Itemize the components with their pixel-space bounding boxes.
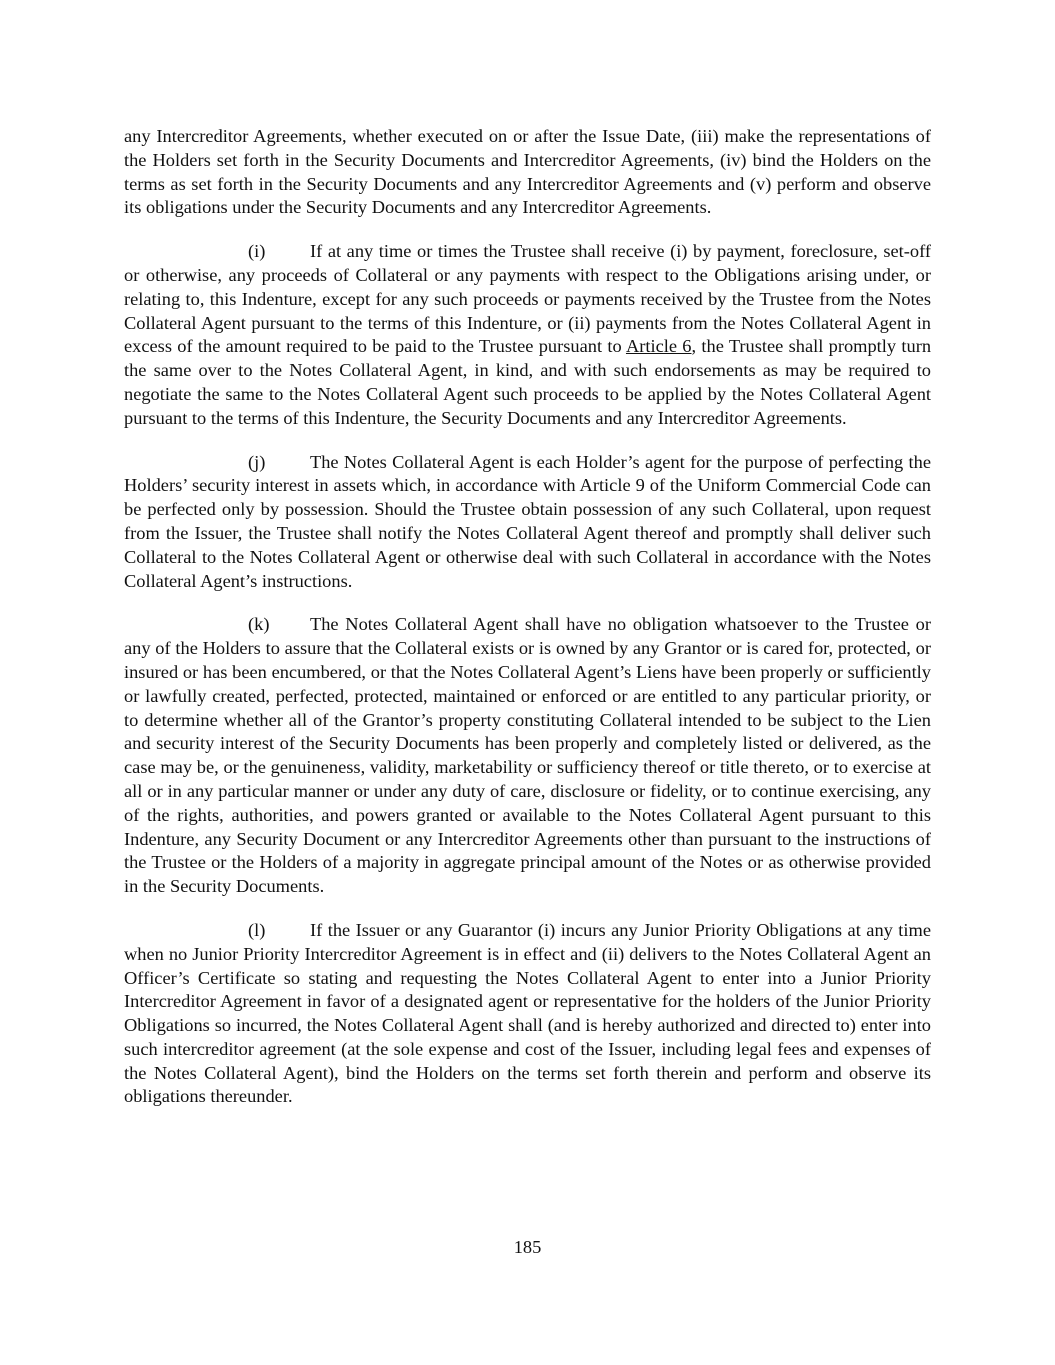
paragraph-marker: (j) — [248, 451, 266, 472]
paragraph-text-continued: , the Trustee shall promptly turn the same over to the Notes Collateral Agent, in kind, and with such endorsements as may be required to negotiate the same to the Notes Collateral Agent such proceeds to be applied by the Notes Collateral Agent pursuant to the terms of this Indenture, the Security Documents and any Intercreditor Agreements. — [124, 336, 932, 428]
paragraph-marker: (l) — [248, 919, 266, 940]
page-number: 185 — [513, 1237, 542, 1257]
paragraph-i — [124, 240, 931, 430]
article-6-reference: Article 6 — [625, 336, 692, 357]
document-body — [124, 125, 931, 1129]
paragraph-l — [124, 919, 931, 1109]
paragraph-marker: (i) — [248, 241, 266, 262]
paragraph-text: any Intercreditor Agreements, whether executed on or after the Issue Date, (iii) make the representations of the Holders set forth in the Security Documents and Intercreditor Agreements, (iv) bind the Holders on the terms as set forth in the Security Documents and any Intercreditor Agreements and (v) perform and observe its obligations under the Security Documents and any Intercreditor Agreements. — [124, 126, 931, 218]
paragraph-k — [124, 613, 931, 899]
paragraph-continuation — [124, 125, 931, 220]
paragraph-text: The Notes Collateral Agent shall have no obligation whatsoever to the Trustee or any of the Holders to assure that the Collateral exists or is owned by any Grantor or is cared for, protected, or insured or has been encumbered, or that the Notes Collateral Agent’s Liens have been properly or sufficiently or lawfully created, perfected, protected, maintained or enforced or are entitled to any particular priority, or to determine whether all of the Grantor’s property constituting Collateral intended to be subject to the Lien and security interest of the Security Documents has been properly and completely listed or delivered, as the case may be, or the genuineness, validity, marketability or sufficiency thereof or title thereto, or to exercise at all or in any particular manner or under any duty of care, disclosure or fidelity, or to continue exercising, any of the rights, authorities, and powers granted or available to the Notes Collateral Agent pursuant to this Indenture, any Security Document or any Intercreditor Agreements other than pursuant to the instructions of the Trustee or the Holders of a majority in aggregate principal amount of the Notes or as otherwise provided in the Security Documents. — [124, 614, 931, 897]
paragraph-marker: (k) — [248, 614, 270, 635]
paragraph-text: If the Issuer or any Guarantor (i) incurs any Junior Priority Obligations at any time when no Junior Priority Intercreditor Agreement is in effect and (ii) delivers to the Notes Collateral Agent an Officer’s Certificate so stating and requesting the Notes Collateral Agent to enter into a Junior Priority Intercreditor Agreement in favor of a designated agent or representative for the holders of the Junior Priority Obligations so incurred, the Notes Collateral Agent shall (and is hereby authorized and directed to) enter into such intercreditor agreement (at the sole expense and cost of the Issuer, including legal fees and expenses of the Notes Collateral Agent), bind the Holders on the terms set forth therein and perform and observe its obligations thereunder. — [124, 919, 931, 1107]
paragraph-j — [124, 451, 931, 594]
paragraph-text: If at any time or times the Trustee shall receive (i) by payment, foreclosure, set-off or otherwise, any proceeds of Collateral or any payments with respect to the Obligations arising under, or relating to, this Indenture, except for any such proceeds or payments received by the Trustee from the Notes Collateral Agent pursuant to the terms of this Indenture, or (ii) payments from the Notes Collateral Agent in excess of the amount required to be paid to the Trustee pursuant to — [124, 241, 931, 357]
paragraph-text: The Notes Collateral Agent is each Holder’s agent for the purpose of perfecting the Holders’ security interest in assets which, in accordance with Article 9 of the Uniform Commercial Code can be perfected only by possession. Should the Trustee obtain possession of any such Collateral, upon request from the Issuer, the Trustee shall notify the Notes Collateral Agent thereof and promptly shall deliver such Collateral to the Notes Collateral Agent or otherwise deal with such Collateral in accordance with the Notes Collateral Agent’s instructions. — [124, 451, 931, 591]
